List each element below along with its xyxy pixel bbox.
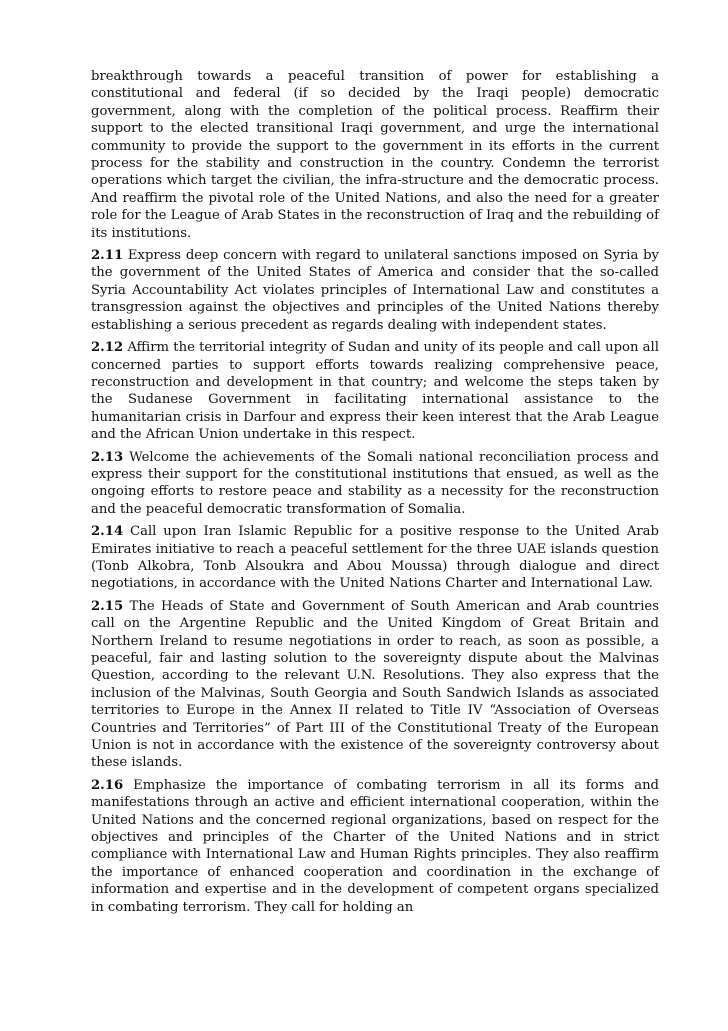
paragraph-number: 2.12	[91, 340, 124, 356]
paragraph-number: 2.11	[91, 248, 124, 264]
paragraph-number: 2.13	[91, 449, 124, 465]
paragraph-2-16	[91, 777, 659, 916]
paragraph-2-11	[91, 247, 659, 334]
paragraph-2-12	[91, 339, 659, 443]
paragraph-text: The Heads of State and Government of South American and Arab countries call on the Argentine Republic and the United Kingdom of Great Britain and Northern Ireland to resume negotiations in order to reach, as soon as possible, a peaceful, fair and lasting solution to the sovereignty dispute about the Malvinas Question, according to the relevant U.N. Resolutions. They also express that the inclusion of the Malvinas, South Georgia and South Sandwich Islands as associated territories to Europe in the Annex II related to Title IV “Association of Overseas Countries and Territories” of Part III of the Constitutional Treaty of the European Union is not in accordance with the existence of the sovereignty controversy about these islands.	[91, 598, 659, 771]
paragraph-text: Affirm the territorial integrity of Sudan and unity of its people and call upon all concerned parties to support efforts towards realizing comprehensive peace, reconstruction and development in that country; and welcome the steps taken by the Sudanese Government in facilitating international assistance to the humanitarian crisis in Darfour and express their keen interest that the Arab League and the African Union undertake in this respect.	[91, 340, 659, 443]
paragraph-text: Call upon Iran Islamic Republic for a positive response to the United Arab Emirates initiative to reach a peaceful settlement for the three UAE islands question (Tonb Alkobra, Tonb Alsoukra and Abou Moussa) through dialogue and direct negotiations, in accordance with the United Nations Charter and International Law.	[91, 524, 659, 592]
paragraph-text: Emphasize the importance of combating terrorism in all its forms and manifestations through an active and efficient international cooperation, within the United Nations and the concerned regional organizations, based on respect for the objectives and principles of the Charter of the United Nations and in strict compliance with International Law and Human Rights principles. They also reaffirm the importance of enhanced cooperation and coordination in the exchange of information and expertise and in the development of competent organs specialized in combating terrorism. They call for holding an	[91, 777, 659, 915]
paragraph-number: 2.15	[91, 598, 124, 614]
paragraph-number: 2.14	[91, 524, 124, 540]
paragraph-text: Express deep concern with regard to unilateral sanctions imposed on Syria by the government of the United States of America and consider that the so-called Syria Accountability Act violates principles of International Law and constitutes a transgression against the objectives and principles of the United Nations thereby establishing a serious precedent as regards dealing with independent states.	[91, 248, 659, 333]
paragraph-text: breakthrough towards a peaceful transition of power for establishing a constitutional and federal (if so decided by the Iraqi people) democratic government, along with the completion of the political process. Reaffirm their support to the elected transitional Iraqi government, and urge the international community to provide the support to the government in its efforts in the current process for the stability and construction in the country. Condemn the terrorist operations which target the civilian, the infra-structure and the democratic process. And reaffirm the pivotal role of the United Nations, and also the need for a greater role for the League of Arab States in the reconstruction of Iraq and the rebuilding of its institutions.	[91, 69, 659, 241]
paragraph-continuation	[91, 68, 659, 242]
document-page	[91, 68, 659, 921]
paragraph-2-14	[91, 523, 659, 593]
paragraph-2-13	[91, 449, 659, 519]
paragraph-2-15	[91, 598, 659, 772]
paragraph-text: Welcome the achievements of the Somali national reconciliation process and express their support for the constitutional institutions that ensued, as well as the ongoing efforts to restore peace and stability as a necessity for the reconstruction and the peaceful democratic transformation of Somalia.	[91, 449, 659, 517]
paragraph-number: 2.16	[91, 777, 124, 793]
